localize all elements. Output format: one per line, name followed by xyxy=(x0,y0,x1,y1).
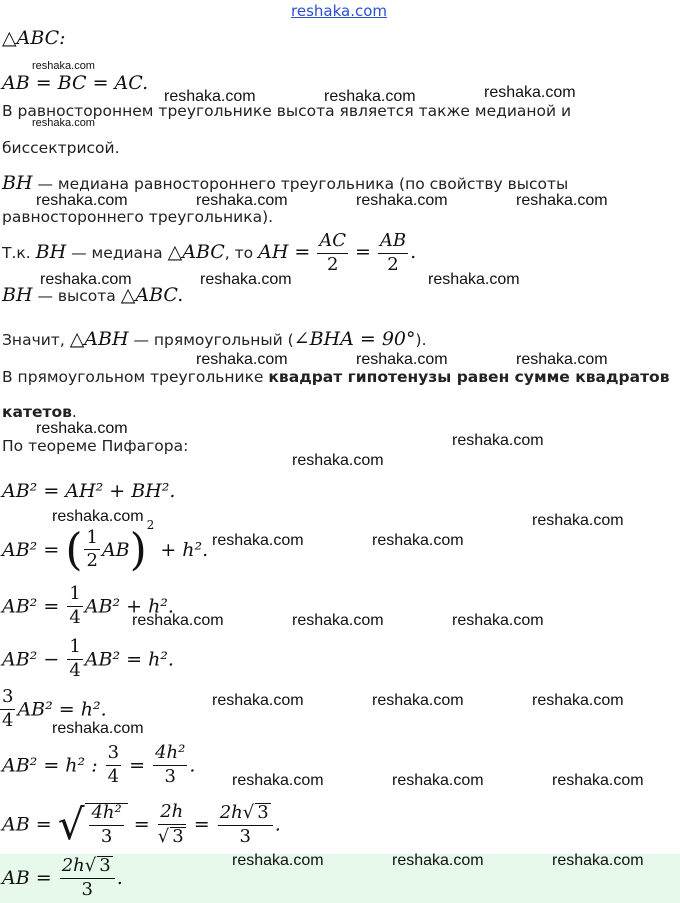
znachit-line: Значит, △ABH — прямоугольный (∠BHA = 90°). xyxy=(2,328,427,350)
formula-6: AB² = h² : $\frac{3}{4}$ = $\frac{\text{4h²}}{3}$ . xyxy=(2,742,196,787)
watermark: reshaka.com xyxy=(392,772,484,789)
formula-2: AB² = ( $\frac{1}{2}$ AB)$^2$ + h². xyxy=(2,518,209,576)
watermark: reshaka.com xyxy=(428,271,520,288)
watermark: reshaka.com xyxy=(36,192,128,209)
bh-median-line-2: равностороннего треугольника). xyxy=(2,208,274,226)
watermark: reshaka.com xyxy=(232,852,324,869)
formula-answer: AB = $\frac{2h√ 3}{3}$ . xyxy=(2,855,123,900)
watermark: reshaka.com xyxy=(196,351,288,368)
watermark: reshaka.com xyxy=(552,772,644,789)
watermark: reshaka.com xyxy=(292,452,384,469)
watermark: reshaka.com xyxy=(212,532,304,549)
watermark: reshaka.com xyxy=(484,84,576,101)
watermark: reshaka.com xyxy=(212,692,304,709)
watermark: reshaka.com xyxy=(52,508,144,525)
watermark: reshaka.com xyxy=(552,852,644,869)
watermark: reshaka.com xyxy=(452,432,544,449)
formula-5: $\frac{3}{4}$ AB² = h². xyxy=(2,686,107,731)
triangle-abc: △ABC: xyxy=(2,27,66,49)
bh-median-line: BH — медиана равностороннего треугольника (по свойству высоты xyxy=(2,172,569,194)
watermark: reshaka.com xyxy=(32,60,95,72)
tk-line: Т.к. BH — медиана △ABC, то AH = $\frac{AC}{2}$ = $\frac{AB}{2}$ . xyxy=(2,230,417,275)
watermark: reshaka.com xyxy=(356,351,448,368)
watermark: reshaka.com xyxy=(132,612,224,629)
watermark: reshaka.com xyxy=(32,117,95,129)
watermark: reshaka.com xyxy=(40,271,132,288)
watermark: reshaka.com xyxy=(532,692,624,709)
pythagoras-rule: В прямоугольном треугольнике квадрат гипотенузы равен сумме квадратов xyxy=(2,368,670,386)
paragraph-equilateral: В равностороннем треугольнике высота является также медианой и xyxy=(2,102,572,120)
pythagoras-rule-2: катетов. xyxy=(2,403,77,421)
watermark: reshaka.com xyxy=(532,512,624,529)
watermark: reshaka.com xyxy=(52,720,144,737)
watermark: reshaka.com xyxy=(372,692,464,709)
watermark: reshaka.com xyxy=(36,420,128,437)
watermark: reshaka.com xyxy=(516,192,608,209)
watermark: reshaka.com xyxy=(324,88,416,105)
watermark: reshaka.com xyxy=(200,271,292,288)
watermark: reshaka.com xyxy=(516,351,608,368)
bh-height-line: BH — высота △ABC. xyxy=(2,284,184,306)
formula-4: AB² − $\frac{1}{4}$ AB² = h². xyxy=(2,636,174,681)
formula-3: AB² = $\frac{1}{4}$ AB² + h². xyxy=(2,583,174,628)
watermark: reshaka.com xyxy=(232,772,324,789)
po-teoreme: По теореме Пифагора: xyxy=(2,437,189,455)
watermark: reshaka.com xyxy=(292,612,384,629)
equal-sides: AB = BC = AC. xyxy=(2,72,149,94)
paragraph-equilateral-2: биссектрисой. xyxy=(2,139,120,157)
watermark: reshaka.com xyxy=(392,852,484,869)
watermark: reshaka.com xyxy=(372,532,464,549)
watermark: reshaka.com xyxy=(452,612,544,629)
formula-1: AB² = AH² + BH². xyxy=(2,480,176,502)
site-link[interactable]: reshaka.com xyxy=(291,2,387,20)
watermark: reshaka.com xyxy=(196,192,288,209)
formula-7: AB = √ $\frac{\text{4h²}}{3}$ = $\frac{2h}{√ 3}$ = $\frac{2h√ 3}{3}$ . xyxy=(2,800,281,849)
watermark: reshaka.com xyxy=(356,192,448,209)
watermark: reshaka.com xyxy=(164,88,256,105)
